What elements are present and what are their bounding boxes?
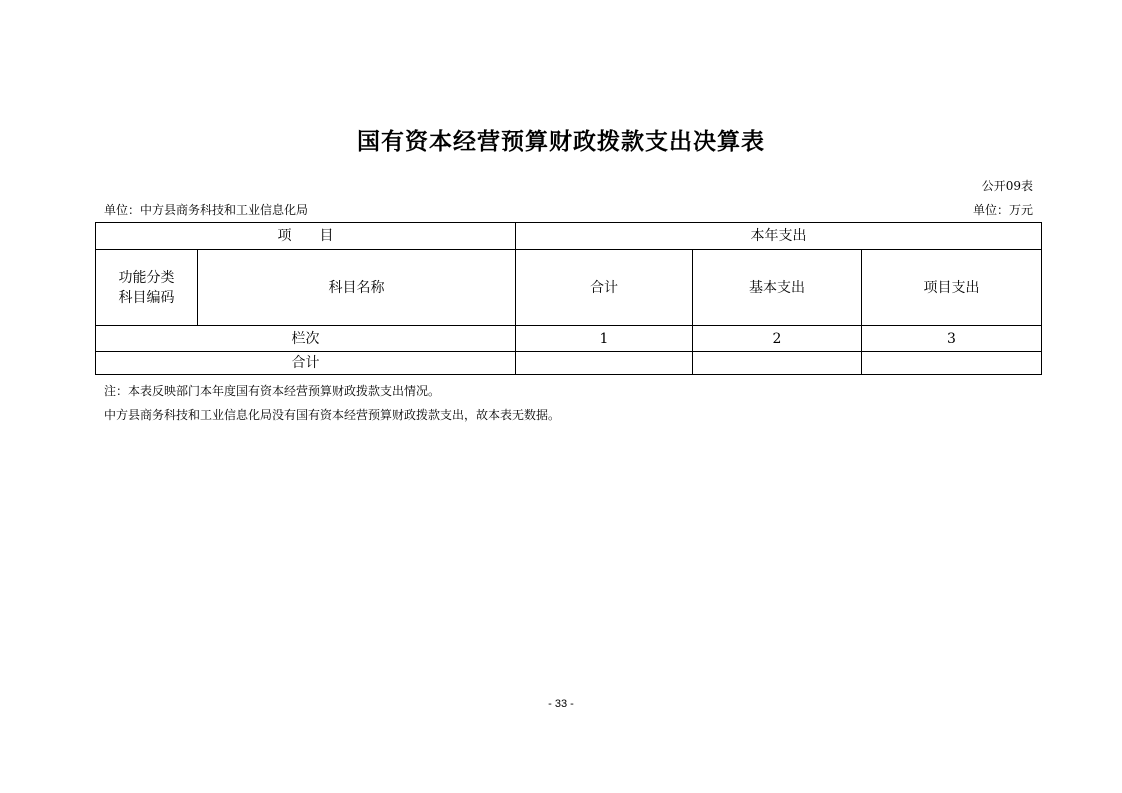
table-header-row: [96, 223, 1042, 250]
unit-currency: 单位：万元: [972, 203, 1033, 217]
header-expense: 本年支出: [516, 223, 1042, 250]
header-project: 项 目: [96, 223, 516, 250]
row-column-label: 栏次: [96, 326, 516, 352]
form-number: 公开09表: [981, 179, 1033, 193]
table-subheader-row: [96, 250, 1042, 326]
col-index-1: 1: [516, 326, 693, 352]
total-value-3: [862, 352, 1042, 375]
col-project: 项目支出: [862, 250, 1042, 326]
total-value-2: [693, 352, 862, 375]
col-index-3: 3: [862, 326, 1042, 352]
col-total: 合计: [516, 250, 693, 326]
col-basic: 基本支出: [693, 250, 862, 326]
col-subject-name: 科目名称: [198, 250, 516, 326]
note-no-data: 中方县商务科技和工业信息化局没有国有资本经营预算财政拨款支出，故本表无数据。: [104, 408, 561, 422]
budget-table: [95, 222, 1042, 375]
page-number: - 33 -: [548, 698, 574, 710]
column-index-row: [96, 326, 1042, 352]
col-index-2: 2: [693, 326, 862, 352]
total-value-1: [516, 352, 693, 375]
page-title: 国有资本经营预算财政拨款支出决算表: [357, 129, 765, 155]
total-row: [96, 352, 1042, 375]
note-description: 注：本表反映部门本年度国有资本经营预算财政拨款支出情况。: [104, 384, 441, 398]
col-function-code: 功能分类 科目编码: [96, 250, 198, 326]
row-total-label: 合计: [96, 352, 516, 375]
unit-department: 单位：中方县商务科技和工业信息化局: [104, 203, 309, 217]
